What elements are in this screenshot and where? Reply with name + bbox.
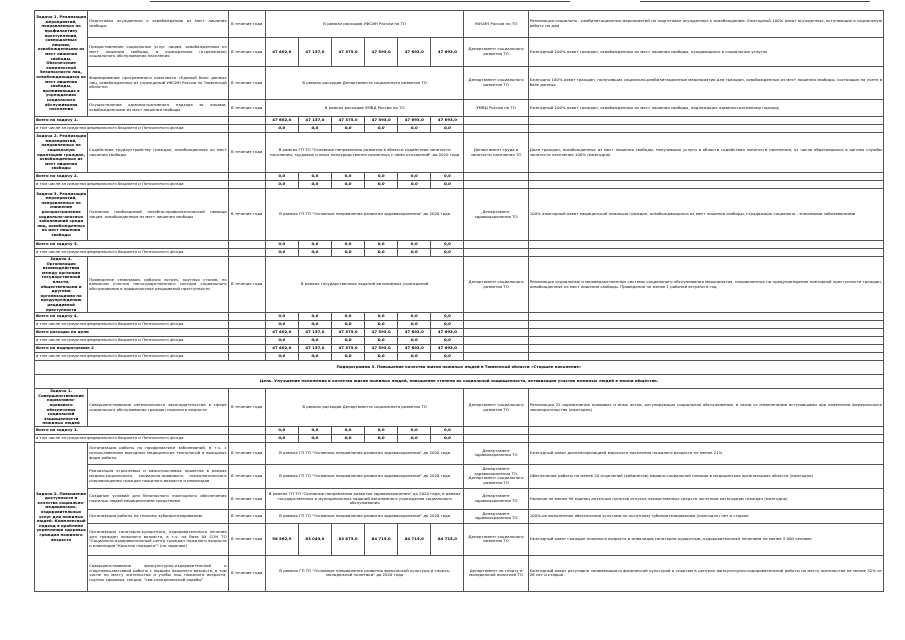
value-cell: 0,0 — [431, 173, 464, 181]
value-cell: 0,0 — [298, 173, 331, 181]
period: В течение года — [228, 389, 265, 427]
value-cell: 0,0 — [431, 434, 464, 442]
period: В течение года — [228, 523, 265, 555]
task-1-action-1-funding: В рамках расходов УФСИН России по ТО — [265, 11, 464, 38]
task-1-action-3-executor: Департамент социального развития ТО — [464, 67, 528, 100]
value-cell: 0,0 — [265, 337, 298, 345]
value-cell: 0,0 — [331, 249, 364, 257]
total-label: Всего на задачу 1. — [35, 117, 229, 125]
value-cell: 0,0 — [298, 249, 331, 257]
value-cell: 47 157,0 — [298, 38, 331, 67]
top-rule — [0, 0, 905, 4]
value-cell: 0,0 — [265, 181, 298, 189]
task-1-action-4-funding: В рамках расходов УМВД России по ТО — [265, 100, 464, 117]
task-1-action-4-executor: УМВД России по ТО — [464, 100, 528, 117]
task-1-action-1-result: Реализация социально - реабилитационных мероприятий по подготовке осужденных к освобождению. Ежегодный 100% охват осужденных, вступающих в социальную работу на дом — [528, 11, 883, 38]
value-cell: 47 375,0 — [331, 117, 364, 125]
value-cell: 0,0 — [431, 353, 464, 361]
value-cell: 47 602,0 — [265, 345, 298, 353]
value-cell: 0,0 — [298, 321, 331, 329]
s3-task-2-action-6-executor: Департамент по спорту и молодежной политике ТО — [464, 555, 528, 591]
period: В течение года — [228, 442, 265, 464]
s3-task-2-action-2: Реализация отраслевых и межотраслевых проектов в рамках медико-социального, социально-правового, психологического сопровождения граждан пожилого возраста и инвалидов — [88, 464, 228, 488]
s3-task-2-action-2-result: Обеспечение работы не менее 20 отделений (кабинетов) медико-социальной помощи в медицинских организациях области (ежегодно) — [528, 464, 883, 488]
value-cell: 0,0 — [331, 434, 364, 442]
total-label: Всего на задачу 1. — [35, 426, 229, 434]
s3-task-2-action-5: Организация санаторно-курортного, оздоровительного лечения для граждан пожилого возраста, в т.ч. на базе АУ СОН ТО "Социально-оздоровительный центр граждан пожилого возраста и инвалидов "Красная гвоздика"" (по заданию) — [88, 523, 228, 555]
task-3-action-1-executor: Департамент здравоохранения ТО — [464, 189, 528, 241]
subtotal-label: в том числе за средства федерального бюджета и Пенсионного фонда — [35, 353, 229, 361]
s3-task-2-action-4-funding: В рамках ГП ТО "Основные направления развития здравоохранения" до 2020 года — [265, 509, 464, 523]
value-cell: 0,0 — [331, 337, 364, 345]
value-cell: 0,0 — [331, 313, 364, 321]
task-1-action-4: Осуществление административного надзора за лицами, освобожденными из мест лишения свободы — [88, 100, 228, 117]
task-4-action-1-funding: В рамках государственных заданий автономных учреждений — [265, 257, 464, 313]
s3-task-1-action-1-result: Реализация 25 нормативных правовых и иных актов, регулирующих социальное обслуживание, в связи со изменениями вступившими при изменении федерального законодательства (ежегодно) — [528, 389, 883, 427]
subtotal-label: в том числе за средства федерального бюджета и Пенсионного фонда — [35, 181, 229, 189]
s3-task-2-action-5-result: Ежегодный охват граждан пожилого возраста и инвалидов санаторно-курортным, оздоровительным лечением не менее 3 000 человек — [528, 523, 883, 555]
program-table — [34, 10, 884, 592]
total-label: Всего на задачу 3. — [35, 241, 229, 249]
s3-task-1-label: Задача 1. Совершенствование нормативно-правового обеспечения социальной защищенности пожилых людей — [35, 389, 88, 427]
value-cell: 0,0 — [365, 434, 398, 442]
task-1-action-3-result: Ежегодно 100% охват граждан, получивших социально-реабилитационные мероприятия для граждан, освобожденных из мест лишения свободы, состоящих на учете в базе данных — [528, 67, 883, 100]
goal-total-label: Всего расходы по цели — [35, 329, 229, 337]
s3-task-2-action-3: Создание условий для безопасного ежегодного обеспечения пожилых людей медицинскими средствами — [88, 488, 228, 509]
value-cell: 0,0 — [265, 173, 298, 181]
task-1-action-2-executor: Департамент социального развития ТО — [464, 38, 528, 67]
value-cell: 47 375,0 — [331, 38, 364, 67]
period: В течение года — [228, 189, 265, 241]
task-1-action-1-executor: УФСИН России по ТО — [464, 11, 528, 38]
value-cell: 0,0 — [298, 313, 331, 321]
task-1-action-3-funding: В рамках расходов Департамента социального развития ТО — [265, 67, 464, 100]
subtotal-label: в том числе за средства федерального бюджета и Пенсионного фонда — [35, 125, 229, 133]
value-cell: 83 873,0 — [331, 523, 364, 555]
value-cell: 0,0 — [331, 321, 364, 329]
value-cell: 0,0 — [431, 125, 464, 133]
total-label: Всего на задачу 2. — [35, 173, 229, 181]
value-cell: 0,0 — [265, 353, 298, 361]
value-cell: 0,0 — [331, 125, 364, 133]
period: В течение года — [228, 100, 265, 117]
subprogram-2-total-label: Всего по подпрограмме 2 — [35, 345, 229, 353]
value-cell: 56 562,9 — [265, 523, 298, 555]
s3-task-2-label: Задача 2. Повышение доступности и качества социально-медицинских, оздоровительных услуг для пожилых людей. Комплексный подход в проблеме укрепления здоровья граждан пожилого возраста — [35, 442, 88, 591]
value-cell: 0,0 — [431, 249, 464, 257]
value-cell: 0,0 — [331, 173, 364, 181]
value-cell: 47 693,0 — [431, 345, 464, 353]
period: В течение года — [228, 464, 265, 488]
task-4-label: Задача 4. Организация взаимодействия между органами государственной власти, общественными и другими организациями по предупреждению рецидивной преступности — [35, 257, 88, 313]
value-cell: 47 693,0 — [398, 117, 431, 125]
value-cell: 0,0 — [365, 249, 398, 257]
s3-task-2-action-1-executor: Департамент здравоохранения ТО — [464, 442, 528, 464]
value-cell: 84 715,0 — [398, 523, 431, 555]
task-3-action-1: Оказание необходимой лечебно-профилактической помощи лицам, освобожденным из мест лишения свободы — [88, 189, 228, 241]
value-cell: 47 157,0 — [298, 345, 331, 353]
value-cell: 47 693,0 — [398, 38, 431, 67]
s3-task-2-action-3-result: Наличие не менее 90 единиц аптечных пунктов отпуска лекарственных средств льготным категориям граждан (ежегодно) — [528, 488, 883, 509]
subprogram-3-title: Подпрограмма 3. Повышение качества жизни пожилых людей в Тюменской области «Старшее поколение» — [35, 361, 884, 375]
s3-task-2-action-3-executor: Департамент здравоохранения ТО — [464, 488, 528, 509]
value-cell: 0,0 — [298, 181, 331, 189]
task-1-action-4-result: Ежегодный 100% охват граждан, освобожденных из мест лишения свободы, подлежащих административному надзору — [528, 100, 883, 117]
period: В течение года — [228, 11, 265, 38]
subtotal-label: в том числе за средства федерального бюджета и Пенсионного фонда — [35, 434, 229, 442]
value-cell: 84 715,0 — [365, 523, 398, 555]
subtotal-label: в том числе за средства федерального бюджета и Пенсионного фонда — [35, 337, 229, 345]
value-cell: 47 602,0 — [265, 38, 298, 67]
value-cell: 47 602,0 — [265, 329, 298, 337]
value-cell: 47 693,0 — [398, 329, 431, 337]
s3-task-2-action-1: Организация работы по профилактике заболеваний, в т.ч. с использованием выездных медицинских технологий и выездных форм работы — [88, 442, 228, 464]
value-cell: 0,0 — [398, 173, 431, 181]
value-cell: 0,0 — [265, 321, 298, 329]
value-cell: 0,0 — [265, 125, 298, 133]
s3-task-2-action-6-funding: В рамках ГП ТО "Основные направления развития физической культуры и спорта, молодежной политики" до 2020 года — [265, 555, 464, 591]
value-cell: 0,0 — [365, 337, 398, 345]
value-cell: 0,0 — [365, 321, 398, 329]
value-cell: 0,0 — [398, 181, 431, 189]
value-cell: 47 375,0 — [331, 345, 364, 353]
task-2-action-1: Содействие трудоустройству граждан, освобожденных из мест лишения свободы — [88, 133, 228, 173]
value-cell: 0,0 — [365, 173, 398, 181]
value-cell: 47 602,0 — [265, 117, 298, 125]
task-2-action-1-result: Доля граждан, освобожденных из мест лишения свободы, получивших услуги в области содействия занятости населения, от числа обратившихся в органы службы занятости населения 100% (ежегодно) — [528, 133, 883, 173]
subtotal-label: в том числе за средства федерального бюджета и Пенсионного фонда — [35, 249, 229, 257]
value-cell: 84 715,0 — [431, 523, 464, 555]
value-cell: 0,0 — [331, 426, 364, 434]
task-1-label: Задача 1. Реализация мероприятий, направленных на профилактику преступлений, совершаемых лицами, освобожденными из мест лишения свободы. Обеспечение комплексной безопасности лиц, освобождающихся из мест лишения свободы, проживающих в учреждениях социального обслуживания населения — [35, 11, 88, 117]
value-cell: 0,0 — [365, 426, 398, 434]
period: В течение года — [228, 38, 265, 67]
value-cell: 0,0 — [398, 125, 431, 133]
s3-task-2-action-1-funding: В рамках ГП ТО "Основные направления развития здравоохранения" до 2020 года — [265, 442, 464, 464]
value-cell: 0,0 — [298, 434, 331, 442]
value-cell: 0,0 — [365, 241, 398, 249]
period: В течение года — [228, 488, 265, 509]
value-cell: 47 375,0 — [331, 329, 364, 337]
value-cell: 47 693,0 — [431, 117, 464, 125]
value-cell: 0,0 — [398, 434, 431, 442]
value-cell: 0,0 — [298, 337, 331, 345]
task-2-action-1-executor: Департамент труда и занятости населения ТО — [464, 133, 528, 173]
value-cell: 0,0 — [431, 181, 464, 189]
task-1-action-3: Формирование программного комплекса «Единый банк данных лиц, освобожденных из учреждений УФСИН России по Тюменской области» — [88, 67, 228, 100]
value-cell: 0,0 — [398, 249, 431, 257]
s3-task-2-action-4-result: 100%-ое выполнение обеспечения услугами по льготному зубопротезированию (ежегодно) лет и старше — [528, 509, 883, 523]
period: В течение года — [228, 133, 265, 173]
task-3-action-1-result: 100% ежегодный охват медицинской помощью граждан, освобождающихся из мест лишения свободы, страдающих социально - значимыми заболеваниями — [528, 189, 883, 241]
task-2-action-1-funding: В рамках ГП ТО "Основные направления развития в области содействия занятости населения, трудовых и иных непосредственно связанных с ними отношений" до 2020 года — [265, 133, 464, 173]
value-cell: 0,0 — [398, 337, 431, 345]
s3-task-1-action-1: Совершенствование регионального законодательства в сфере социального обслуживания граждан пожилого возраста — [88, 389, 228, 427]
s3-task-2-action-4-executor: Департамент здравоохранения ТО — [464, 509, 528, 523]
value-cell: 47 593,0 — [365, 38, 398, 67]
total-label: Всего на задачу 4. — [35, 313, 229, 321]
value-cell: 0,0 — [298, 426, 331, 434]
value-cell: 83 043,0 — [298, 523, 331, 555]
value-cell: 47 593,0 — [365, 117, 398, 125]
value-cell: 0,0 — [365, 353, 398, 361]
subprogram-3-goal: Цель. Улучшение положения и качества жизни пожилых людей, повышение степени их социальной защищенности, активизация участия пожилых людей в жизни общества. — [35, 375, 884, 389]
value-cell: 0,0 — [331, 353, 364, 361]
value-cell: 0,0 — [398, 353, 431, 361]
value-cell: 0,0 — [431, 337, 464, 345]
value-cell: 0,0 — [265, 426, 298, 434]
s3-task-2-action-5-executor: Департамент социального развития ТО — [464, 523, 528, 555]
value-cell: 0,0 — [298, 353, 331, 361]
value-cell: 0,0 — [431, 313, 464, 321]
task-4-action-1-result: Реализация социальных и межведомственных системы социального обслуживания мероприятия, направленных на предупреждение повторной преступности граждан, освобожденных из мест лишения свободы. Проведение не менее 1 рабочей встречи в год — [528, 257, 883, 313]
task-1-action-1: Подготовка осужденных к освобождению из мест лишения свободы — [88, 11, 228, 38]
value-cell: 0,0 — [431, 241, 464, 249]
value-cell: 0,0 — [365, 313, 398, 321]
task-4-action-1: Проведение семинаров, рабочих встреч, круглых столов, по вопросам участия негосударственного сектора социального обслуживания в профилактике рецидивной преступности — [88, 257, 228, 313]
s3-task-2-action-4: Организация работы по гнилому зубопротезированию — [88, 509, 228, 523]
period: В течение года — [228, 509, 265, 523]
value-cell: 47 593,0 — [365, 329, 398, 337]
value-cell: 0,0 — [398, 426, 431, 434]
s3-task-2-action-2-funding: В рамках ГП ТО "Основные направления развития здравоохранения" до 2020 года — [265, 464, 464, 488]
task-3-action-1-funding: В рамках ГП ТО "Основные направления развития здравоохранения" до 2020 года — [265, 189, 464, 241]
value-cell: 0,0 — [331, 181, 364, 189]
value-cell: 0,0 — [265, 249, 298, 257]
task-2-label: Задача 2. Реализация мероприятий, направленных на социальную адаптацию граждан, освобожденных из мест лишения свободы — [35, 133, 88, 173]
s3-task-2-action-6: Совершенствование физкультурно-оздоровительной и спортивно-массовой работы с людьми пожилого возраста, в том числе по месту жительства и учебы лиц пожилого возраста, группы здоровья, секции, "сев-скандинавской ходьбы" — [88, 555, 228, 591]
value-cell: 0,0 — [398, 313, 431, 321]
value-cell: 0,0 — [398, 241, 431, 249]
task-4-action-1-executor: Департамент социального развития ТО — [464, 257, 528, 313]
period: В течение года — [228, 67, 265, 100]
period: В течение года — [228, 257, 265, 313]
s3-task-2-action-6-result: Ежегодный охват регулярно занимающихся физической культурой и спортом в центрах физкультурно-оздоровительной работы по месту жительства не менее 32% от 28 лет и старше — [528, 555, 883, 591]
task-1-action-2-result: Ежегодный 100% охват граждан, освобожденных из мест лишения свободы, нуждающихся в социальных услугах — [528, 38, 883, 67]
s3-task-2-action-3-funding: В рамках ГП ТО "Основные направления развития здравоохранения" до 2020 года, в рамках государственных и муниципальных заданий автономного учреждения социального обслуживания — [265, 488, 464, 509]
s3-task-1-action-1-funding: В рамках расходов Департамента социального развития ТО — [265, 389, 464, 427]
value-cell: 47 593,0 — [365, 345, 398, 353]
value-cell: 0,0 — [365, 181, 398, 189]
value-cell: 0,0 — [298, 125, 331, 133]
subtotal-label: в том числе за средства федерального бюджета и Пенсионного фонда — [35, 321, 229, 329]
value-cell: 47 157,0 — [298, 117, 331, 125]
value-cell: 0,0 — [265, 313, 298, 321]
value-cell: 0,0 — [398, 321, 431, 329]
value-cell: 47 693,0 — [398, 345, 431, 353]
value-cell: 47 157,0 — [298, 329, 331, 337]
value-cell: 0,0 — [431, 426, 464, 434]
s3-task-2-action-1-result: Ежегодный охват диспансеризацией взрослого населения пожилого возраста не менее 21% — [528, 442, 883, 464]
s3-task-2-action-2-executor: Департамент здравоохранения ТО, Департамент социального развития ТО — [464, 464, 528, 488]
s3-task-1-action-1-executor: Департамент социального развития ТО — [464, 389, 528, 427]
value-cell: 0,0 — [265, 434, 298, 442]
task-1-action-2: Предоставление социальных услуг лицам, освобожденным из мест лишения свободы, в учреждениях (отделениях) социального обслуживания населения — [88, 38, 228, 67]
value-cell: 0,0 — [265, 241, 298, 249]
period: В течение года — [228, 555, 265, 591]
value-cell: 47 693,0 — [431, 38, 464, 67]
value-cell: 0,0 — [298, 241, 331, 249]
value-cell: 47 693,0 — [431, 329, 464, 337]
value-cell: 0,0 — [331, 241, 364, 249]
value-cell: 0,0 — [365, 125, 398, 133]
task-3-label: Задача 3. Реализация мероприятий, направленных на снижение распространения социально-опасных заболеваний среди лиц, освобожденных из мест лишения свободы — [35, 189, 88, 241]
value-cell: 0,0 — [431, 321, 464, 329]
